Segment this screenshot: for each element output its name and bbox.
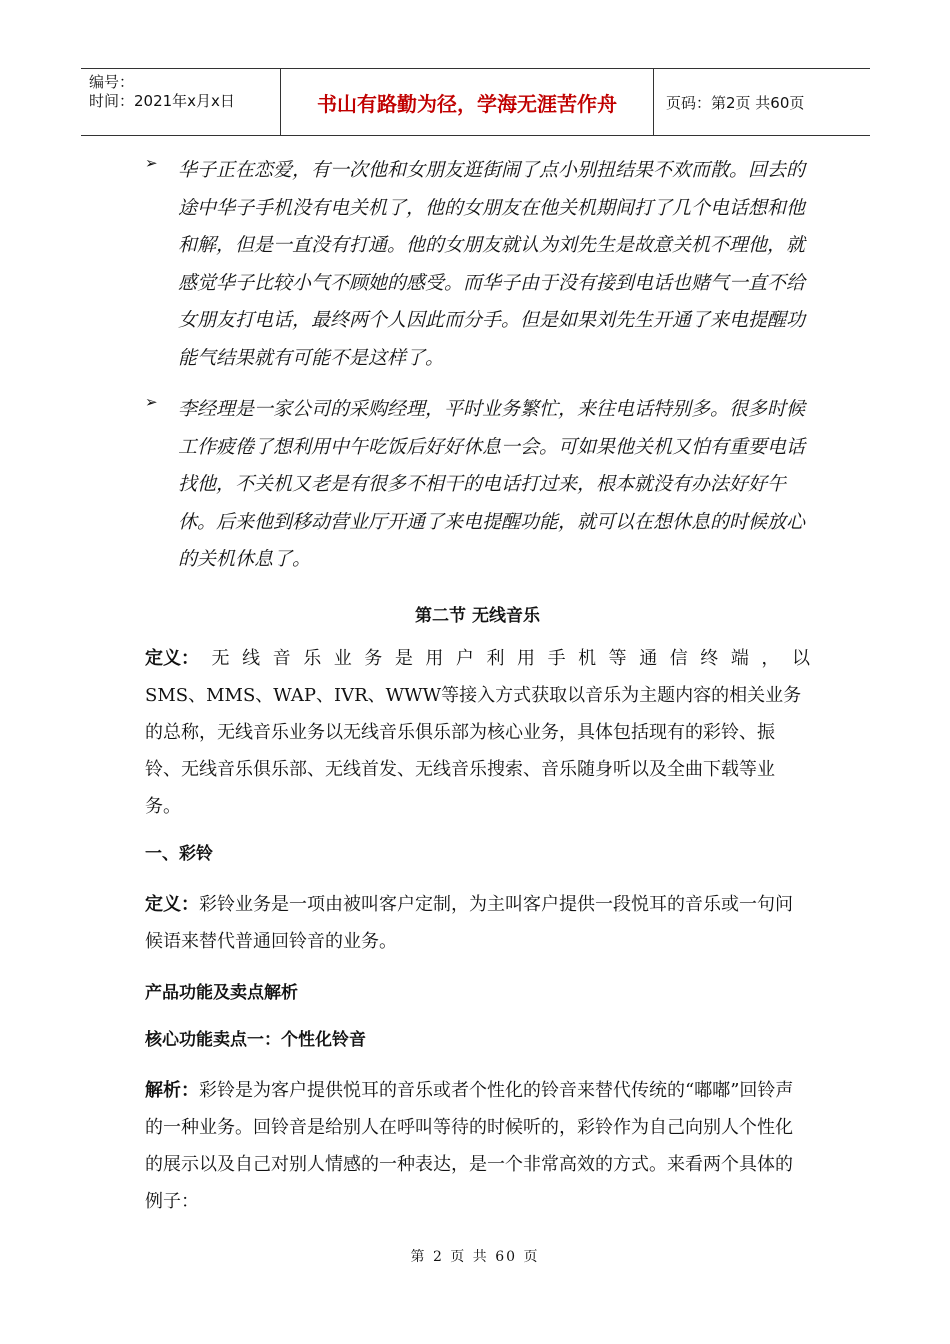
definition-text: SMS、MMS、WAP、IVR、WWW等接入方式获取以音乐为主题内容的相关业务的总称，无线音乐业务以无线音乐俱乐部为核心业务，具体包括现有的彩铃、振铃、无线音乐俱乐部、无线首发、无线音乐搜索、音乐随身听以及全曲下载等业务。 — [145, 684, 802, 817]
definition-char: 用 — [517, 647, 536, 669]
definition-label: 定义： — [145, 647, 199, 669]
definition-char: 利 — [486, 647, 505, 669]
definition-char: 音 — [272, 647, 291, 669]
number-label: 编号： — [89, 73, 135, 91]
page-header — [81, 68, 870, 136]
definition-char: 信 — [669, 647, 688, 669]
header-info — [81, 69, 281, 135]
header-page-info: 页码：第2页 共60页 — [666, 93, 805, 112]
definition-char: 以 — [791, 647, 810, 669]
definition-char: 乐 — [303, 647, 322, 669]
definition-char: 业 — [333, 647, 352, 669]
definition-char: 通 — [639, 647, 658, 669]
bullet-text: 李经理是一家公司的采购经理，平时业务繁忙，来往电话特别多。很多时候工作疲倦了想利用中午吃饭后好好休息一会。可如果他关机又怕有重要电话找他，不关机又老是有很多不相干的电话打过来，根本就没有办法好好午休。后来他到移动营业厅开通了来电提醒功能，就可以在想休息的时候放心的关机休息了。 — [178, 398, 806, 570]
bullet-item — [145, 152, 810, 377]
document-body — [145, 152, 810, 1232]
caili-def-label: 定义： — [145, 893, 199, 915]
features-heading: 产品功能及卖点解析 — [145, 982, 298, 1003]
core-feature-heading: 核心功能卖点一：个性化铃音 — [145, 1029, 366, 1050]
page-footer: 第 2 页 共 60 页 — [410, 1249, 540, 1265]
caili-def-text: 彩铃业务是一项由被叫客户定制，为主叫客户提供一段悦耳的音乐或一句问候语来替代普通回铃音的业务。 — [145, 893, 793, 952]
definition-char: 户 — [455, 647, 474, 669]
bullet-item — [145, 391, 810, 579]
time-label: 时间：2021年x月x日 — [89, 92, 235, 110]
definition-char: 用 — [425, 647, 444, 669]
definition-char: 机 — [578, 647, 597, 669]
analysis-paragraph — [145, 1072, 810, 1220]
definition-char: ， — [761, 647, 780, 669]
arrow-bullet-icon: ➢ — [145, 154, 158, 172]
header-motto: 书山有路勤为径，学海无涯苦作舟 — [317, 91, 617, 116]
definition-char: 无 — [211, 647, 230, 669]
analysis-text: 彩铃是为客户提供悦耳的音乐或者个性化的铃音来替代传统的“嘟嘟”回铃声的一种业务。回铃音是给别人在呼叫等待的时候听的，彩铃作为自己向别人个性化的展示以及自己对别人情感的一种表达，是一个非常高效的方式。来看两个具体的例子： — [145, 1079, 794, 1212]
bullet-text: 华子正在恋爱，有一次他和女朋友逛街闹了点小别扭结果不欢而散。回去的途中华子手机没有电关机了，他的女朋友在他关机期间打了几个电话想和他和解，但是一直没有打通。他的女朋友就认为刘先生是故意关机不理他，就感觉华子比较小气不顾她的感受。而华子由于没有接到电话也赌气一直不给女朋友打电话，最终两个人因此而分手。但是如果刘先生开通了来电提醒功能气结果就有可能不是这样了。 — [178, 159, 806, 369]
caili-definition — [145, 886, 810, 960]
header-motto-cell — [281, 69, 654, 135]
section-title: 第二节 无线音乐 — [415, 605, 540, 626]
definition-char: 端 — [730, 647, 749, 669]
definition-char: 等 — [608, 647, 627, 669]
definition-char: 务 — [364, 647, 383, 669]
caili-heading: 一、彩铃 — [145, 843, 213, 864]
definition-first-line — [145, 640, 810, 677]
definition-char: 是 — [394, 647, 413, 669]
analysis-label: 解析： — [145, 1079, 199, 1101]
definition-char: 终 — [700, 647, 719, 669]
arrow-bullet-icon: ➢ — [145, 393, 158, 411]
definition-char: 线 — [242, 647, 261, 669]
definition-char: 手 — [547, 647, 566, 669]
